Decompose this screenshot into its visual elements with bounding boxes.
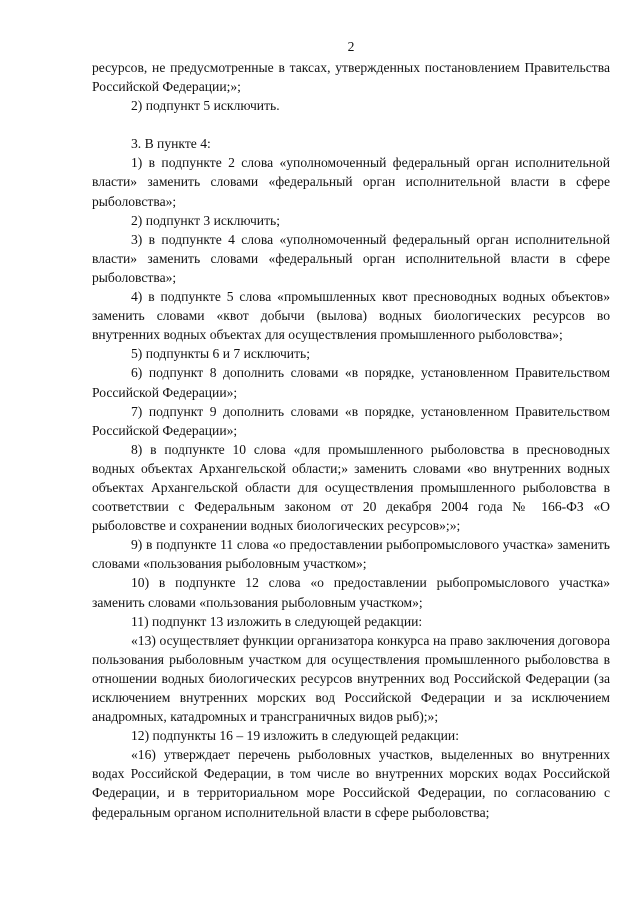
paragraph-gap [92, 115, 610, 134]
paragraph: 8) в подпункте 10 слова «для промышленного рыболовства в пресноводных водных объектах Архангельской области;» заменить словами «во внутренних водных объектах Архангельской области для осуществления промышленного рыболовства в соответствии с Федеральным законом от 20 декабря 2004 года № 166-ФЗ «О рыболовстве и сохранении водных биологических ресурсов»;»; [92, 441, 610, 534]
paragraph: «13) осуществляет функции организатора конкурса на право заключения договора пользования рыболовным участком для осуществления промышленного рыболовства в отношении водных биологических ресурсов внутренних вод Российской Федерации (за исключением внутренних морских вод Российской Федерации и за исключением анадромных, катадромных и трансграничных видов рыб);»; [92, 632, 610, 725]
paragraph: 7) подпункт 9 дополнить словами «в порядке, установленном Правительством Российской Федерации»; [92, 403, 610, 438]
document-page [92, 36, 610, 822]
page-number: 2 [347, 39, 355, 54]
paragraph: «16) утверждает перечень рыболовных участков, выделенных во внутренних водах Российской Федерации, в том числе во внутренних морских водах Российской Федерации, и в территориальном море Российской Федерации, по согласованию с федеральным органом исполнительной власти в сфере рыболовства; [92, 747, 610, 820]
paragraph: 1) в подпункте 2 слова «уполномоченный федеральный орган исполнительной власти» заменить словами «федеральный орган исполнительной власти в сфере рыболовства»; [92, 155, 610, 209]
paragraph: ресурсов, не предусмотренные в таксах, утвержденных постановлением Правительства Российской Федерации;»; [92, 60, 610, 95]
paragraph: 11) подпункт 13 изложить в следующей редакции: [131, 613, 423, 629]
document-body [92, 58, 610, 822]
paragraph: 9) в подпункте 11 слова «о предоставлении рыбопромыслового участка» заменить словами «пользования рыболовным участком»; [92, 537, 610, 572]
paragraph: 6) подпункт 8 дополнить словами «в порядке, установленном Правительством Российской Федерации»; [92, 365, 610, 400]
paragraph: 12) подпункты 16 – 19 изложить в следующей редакции: [131, 728, 459, 744]
paragraph: 5) подпункты 6 и 7 исключить; [131, 346, 310, 362]
paragraph: 2) подпункт 5 исключить. [131, 98, 280, 114]
paragraph: 3) в подпункте 4 слова «уполномоченный федеральный орган исполнительной власти» заменить словами «федеральный орган исполнительной власти в сфере рыболовства»; [92, 231, 610, 285]
paragraph: 3. В пункте 4: [131, 136, 211, 152]
paragraph: 4) в подпункте 5 слова «промышленных квот пресноводных водных объектов» заменить словами «квот добычи (вылова) водных биологических ресурсов во внутренних водных объектах для осуществления промышленного рыболовства»; [92, 289, 610, 343]
paragraph: 10) в подпункте 12 слова «о предоставлении рыбопромыслового участка» заменить словами «пользования рыболовным участком»; [92, 575, 610, 610]
paragraph: 2) подпункт 3 исключить; [131, 212, 280, 228]
